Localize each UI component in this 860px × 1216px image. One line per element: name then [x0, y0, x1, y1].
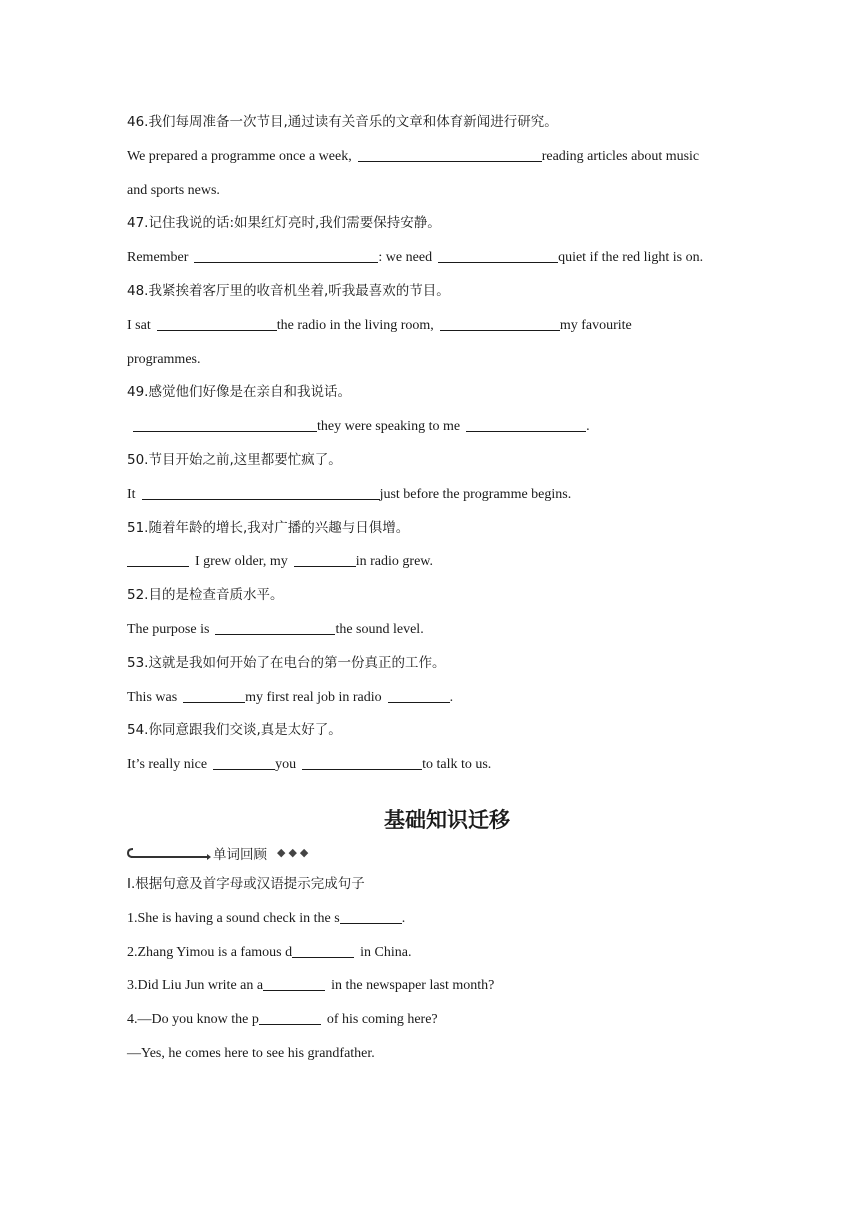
answer-blank[interactable]	[440, 315, 560, 331]
answer-blank[interactable]	[127, 551, 189, 567]
answer-blank[interactable]	[358, 146, 542, 162]
answer-blank[interactable]	[466, 416, 586, 432]
vocab-label: 单词回顾	[213, 846, 267, 863]
vocab-instruction: I.根据句意及首字母或汉语提示完成句子	[127, 875, 365, 892]
question-48-en: I sat the radio in the living room, my favourite	[127, 309, 767, 343]
question-53-en: This was my first real job in radio .	[127, 681, 767, 715]
answer-blank[interactable]	[340, 908, 402, 924]
question-51-en: I grew older, my in radio grew.	[127, 545, 767, 579]
arrow-bar-icon	[127, 846, 211, 860]
question-46-en-cont: and sports news.	[127, 182, 220, 198]
vocab-item-1: 1.She is having a sound check in the s .	[127, 902, 767, 936]
answer-blank[interactable]	[292, 942, 354, 958]
answer-blank[interactable]	[215, 619, 335, 635]
question-46-cn: 46.我们每周准备一次节目,通过读有关音乐的文章和体育新闻进行研究。	[127, 114, 558, 130]
question-48-cn: 48.我紧挨着客厅里的收音机坐着,听我最喜欢的节目。	[127, 282, 450, 299]
question-52-cn: 52.目的是检查音质水平。	[127, 587, 284, 604]
answer-blank[interactable]	[183, 687, 245, 703]
diamond-icons: ◆◆◆	[277, 846, 312, 860]
question-49-en: they were speaking to me .	[127, 410, 767, 444]
vocab-item-3: 3.Did Liu Jun write an a in the newspaper last month?	[127, 969, 767, 1003]
answer-blank[interactable]	[133, 416, 317, 432]
answer-blank[interactable]	[302, 754, 422, 770]
vocab-header	[127, 838, 767, 868]
question-50-cn: 50.节目开始之前,这里都要忙疯了。	[127, 451, 342, 468]
question-48-en-cont: programmes.	[127, 351, 201, 367]
answer-blank[interactable]	[263, 975, 325, 991]
question-47-cn: 47.记住我说的话:如果红灯亮时,我们需要保持安静。	[127, 215, 441, 232]
question-53-cn: 53.这就是我如何开始了在电台的第一份真正的工作。	[127, 654, 446, 671]
question-50-en: It just before the programme begins.	[127, 478, 767, 512]
question-54-cn: 54.你同意跟我们交谈,真是太好了。	[127, 722, 342, 739]
answer-blank[interactable]	[259, 1009, 321, 1025]
answer-blank[interactable]	[213, 754, 275, 770]
answer-blank[interactable]	[142, 484, 380, 500]
question-51-cn: 51.随着年龄的增长,我对广播的兴趣与日俱增。	[127, 519, 410, 536]
question-46-en: We prepared a programme once a week, reading articles about music	[127, 140, 767, 174]
answer-blank[interactable]	[294, 551, 356, 567]
vocab-answer-line: —Yes, he comes here to see his grandfather.	[127, 1045, 375, 1061]
question-49-cn: 49.感觉他们好像是在亲自和我说话。	[127, 384, 351, 401]
answer-blank[interactable]	[388, 687, 450, 703]
question-52-en: The purpose is the sound level.	[127, 613, 767, 647]
question-47-en: Remember : we need quiet if the red light is on.	[127, 241, 767, 275]
answer-blank[interactable]	[194, 247, 378, 263]
section-title: 基础知识迁移	[384, 807, 510, 832]
answer-blank[interactable]	[438, 247, 558, 263]
question-54-en: It’s really nice you to talk to us.	[127, 748, 767, 782]
answer-blank[interactable]	[157, 315, 277, 331]
vocab-item-4: 4.—Do you know the p of his coming here?	[127, 1003, 767, 1037]
vocab-item-2: 2.Zhang Yimou is a famous d in China.	[127, 936, 767, 970]
content	[127, 106, 767, 1071]
